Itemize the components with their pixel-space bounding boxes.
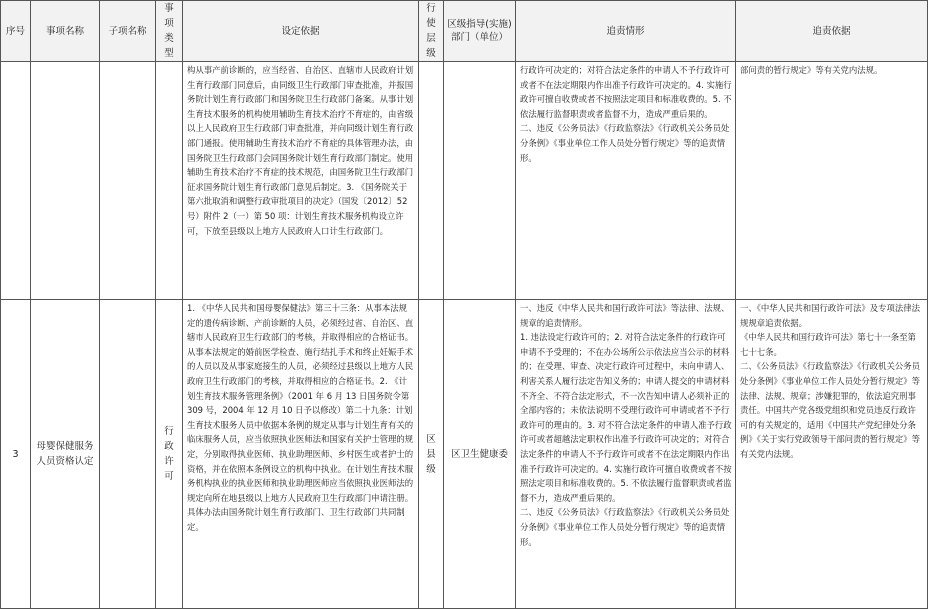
header-accountability-basis: 追责依据 xyxy=(736,1,928,62)
header-accountability: 追责情形 xyxy=(516,1,736,62)
row-accountability-basis xyxy=(736,62,928,300)
row-item-name: 母婴保健服务人员资格认定 xyxy=(31,300,100,609)
row-legal-basis: 1. 《中华人民共和国母婴保健法》第三十三条：从事本法规定的遗传病诊断、产前诊断的人员，必须经过省、自治区、直辖市人民政府卫生行政部门的考核，并取得相应的合格证书。从事本法规定的婚前医学检查、施行结扎手术和终止妊娠手术的人员以及从事家庭接生的人员，必须经过县级以上地方人民政府卫生行政部门的考核，并取得相应的合格证书。2. 《计划生育技术服务管理条例》（2001 年 6 月 13 日国务院令第 309 号，2004 年 12 月 10 日予以修改）第二十九条：计划生育技术服务人员中依据本条例的规定从事与计划生育有关的临床服务人员，应当依照执业医师法和国家有关护士管理的规定，分别取得执业医师、执业助理医师、乡村医生或者护士的资格，并在依照本条例设立的机构中执业。在计划生育技术服务机构执业的执业医师和执业助理医师应当依照执业医师法的规定向所在地县级以上地方人民政府卫生行政部门申请注册。具体办法由国务院计划生育行政部门、卫生行政部门共同制定。 xyxy=(183,300,419,609)
header-row xyxy=(1,1,928,62)
header-legal-basis: 设定依据 xyxy=(183,1,419,62)
row-sub-item xyxy=(100,300,156,609)
table-row xyxy=(1,300,928,609)
row-level xyxy=(419,62,444,300)
cell-paragraph: 一、《中华人民共和国行政许可法》及专项法律法规规章追责依据。 xyxy=(740,303,921,328)
cell-paragraph: 行政许可决定的；对符合法定条件的申请人不予行政许可或者不在法定期限内作出准予行政许可决定的。4. 实施行政许可擅自收费或者不按照法定项目和标准收费的。5. 不依法履行监督职责或者监督不力，造成严重后果的。 xyxy=(520,65,732,119)
cell-paragraph: 二、《公务员法》《行政监察法》《行政机关公务员处分条例》《事业单位工作人员处分暂行规定》等法律、法规、规章；涉嫌犯罪的，依法追究刑事责任。中国共产党各级党组织和党员违反行政许可的有关规定的，适用《中国共产党纪律处分条例》《关于实行党政领导干部问责的暂行规定》等有关党内法规。 xyxy=(740,361,921,459)
row-item-type xyxy=(156,62,183,300)
row-level: 区县级 xyxy=(419,300,444,609)
header-item-type: 事项类型 xyxy=(156,1,183,62)
cell-paragraph: 一、违反《中华人民共和国行政许可法》等法律、法规、规章的追责情形。 xyxy=(520,303,730,328)
cell-paragraph: 二、违反《公务员法》《行政监察法》《行政机关公务员处分条例》《事业单位工作人员处分暂行规定》等的追责情形。 xyxy=(520,507,730,547)
row-accountability xyxy=(516,62,736,300)
header-no: 序号 xyxy=(1,1,31,62)
row-department: 区卫生健康委 xyxy=(444,300,516,609)
cell-paragraph: 二、违反《公务员法》《行政监察法》《行政机关公务员处分条例》《事业单位工作人员处分暂行规定》等的追责情形。 xyxy=(520,123,730,163)
table-row xyxy=(1,62,928,300)
header-sub-item: 子项名称 xyxy=(100,1,156,62)
row-department xyxy=(444,62,516,300)
cell-paragraph: 《中华人民共和国行政许可法》第七十一条至第七十七条。 xyxy=(740,332,916,357)
row-accountability-basis xyxy=(736,300,928,609)
row-sub-item xyxy=(100,62,156,300)
header-department: 区级指导(实施)部门（单位） xyxy=(444,1,516,62)
row-item-name xyxy=(31,62,100,300)
row-legal-basis: 构从事产前诊断的，应当经省、自治区、直辖市人民政府计划生育行政部门同意后，由同级卫生行政部门审查批准，并报国务院计划生育行政部门和国务院卫生行政部门备案。从事计划生育技术服务的机构使用辅助生育技术治疗不育症的，由省级以上人民政府卫生行政部门审查批准，并向同级计划生育行政部门通报。使用辅助生育技术治疗不育症的具体管理办法，由国务院卫生行政部门会同国务院计划生育行政部门制定。使用辅助生育技术治疗不育症的技术规范，由国务院卫生行政部门征求国务院计划生育行政部门意见后制定。3. 《国务院关于第六批取消和调整行政审批项目的决定》（国发〔2012〕52 号）附件 2（一）第 50 项：计划生育技术服务机构设立许可，下放至县级以上地方人民政府人口计生行政部门。 xyxy=(183,62,419,300)
row-item-type: 行政许可 xyxy=(156,300,183,609)
row-accountability xyxy=(516,300,736,609)
header-level: 行使层级 xyxy=(419,1,444,62)
row-no: 3 xyxy=(1,300,31,609)
cell-paragraph: 部问责的暂行规定》等有关党内法规。 xyxy=(740,65,883,75)
header-item-name: 事项名称 xyxy=(31,1,100,62)
row-no xyxy=(1,62,31,300)
cell-paragraph: 1. 违法设定行政许可的；2. 对符合法定条件的行政许可申请不予受理的；不在办公场所公示依法应当公示的材料的；在受理、审查、决定行政许可过程中，未向申请人、利害关系人履行法定告知义务的；申请人提交的申请材料不齐全、不符合法定形式，不一次告知申请人必须补正的全部内容的；未依法说明不受理行政许可申请或者不予行政许可的理由的。3. 对不符合法定条件的申请人准予行政许可或者超越法定职权作出准予行政许可决定的；对符合法定条件的申请人不予行政许可或者不在法定期限内作出准予行政许可决定的。4. 实施行政许可擅自收费或者不按照法定项目和标准收费的。5. 不依法履行监督职责或者监督不力，造成严重后果的。 xyxy=(520,332,732,503)
